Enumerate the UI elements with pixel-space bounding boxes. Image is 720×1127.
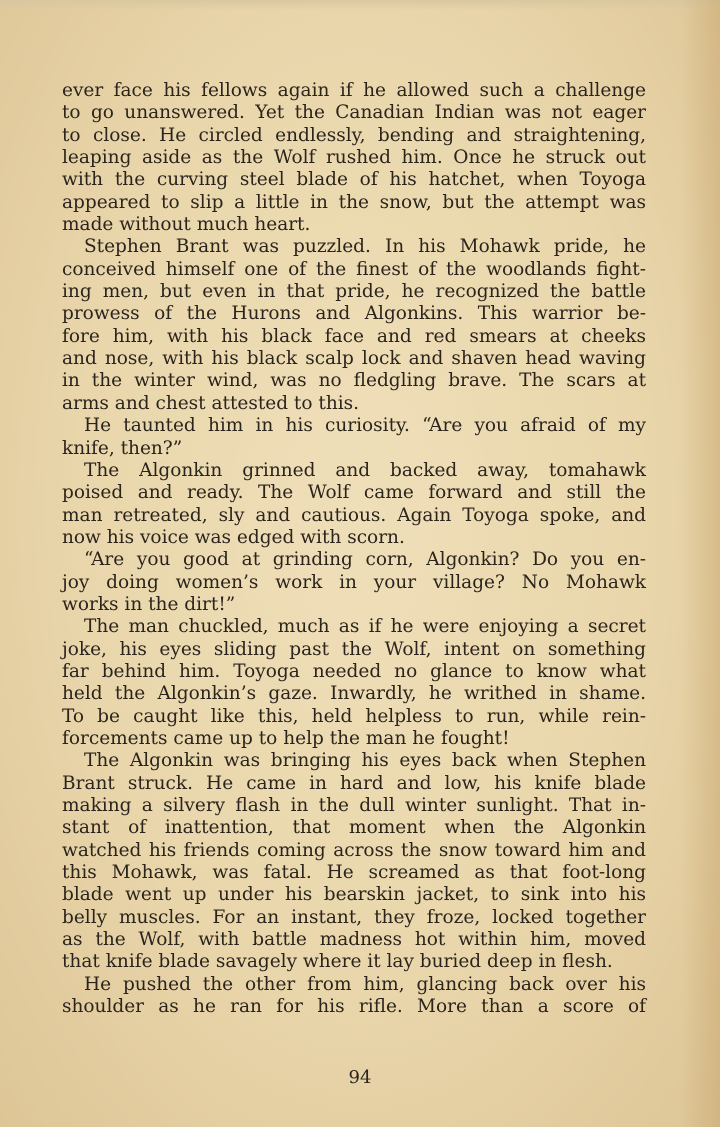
text-line: as the Wolf, with battle madness hot within him, moved [62, 929, 646, 951]
text-line: watched his friends coming across the snow toward him and [62, 839, 646, 861]
text-line: held the Algonkin’s gaze. Inwardly, he writhed in shame. [62, 683, 646, 705]
text-line: arms and chest attested to this. [62, 392, 360, 414]
text-line: stant of inattention, that moment when the Algonkin [62, 817, 646, 839]
body-text [62, 80, 646, 1018]
text-line: Stephen Brant was puzzled. In his Mohawk pride, he [84, 236, 646, 258]
text-line: to close. He circled endlessly, bending and straightening, [62, 124, 646, 146]
text-line: The Algonkin grinned and backed away, tomahawk [84, 459, 646, 481]
text-line: To be caught like this, held helpless to run, while rein- [62, 705, 646, 727]
text-line: The Algonkin was bringing his eyes back when Stephen [84, 750, 646, 772]
text-line: shoulder as he ran for his rifle. More than a score of [62, 996, 646, 1018]
text-line: making a silvery flash in the dull winter sunlight. That in- [62, 795, 646, 816]
text-line: and nose, with his black scalp lock and shaven head waving [62, 348, 646, 370]
text-line: conceived himself one of the finest of the woodlands fight- [62, 258, 646, 280]
text-line: He taunted him in his curiosity. “Are you afraid of my [84, 415, 646, 437]
text-line: fore him, with his black face and red smears at cheeks [62, 325, 646, 347]
text-line: blade went up under his bearskin jacket, to sink into his [62, 884, 646, 906]
text-line: ing men, but even in that pride, he recognized the battle [62, 281, 646, 303]
text-line: joy doing women’s work in your village? No Mohawk [62, 571, 646, 593]
text-line: made without much heart. [62, 214, 311, 236]
text-line: prowess of the Hurons and Algonkins. This warrior be- [62, 303, 646, 325]
text-line: appeared to slip a little in the snow, but the attempt was [62, 191, 646, 213]
text-line: Brant struck. He came in hard and low, his knife blade [62, 772, 646, 794]
text-line: forcements came up to help the man he fought! [62, 727, 510, 749]
text-line: “Are you good at grinding corn, Algonkin? Do you en- [84, 549, 646, 571]
text-line: knife, then?” [62, 437, 183, 459]
text-line: that knife blade savagely where it lay buried deep in flesh. [62, 951, 613, 973]
text-line: joke, his eyes sliding past the Wolf, intent on something [62, 638, 646, 660]
text-line: now his voice was edged with scorn. [62, 526, 405, 548]
text-line: ever face his fellows again if he allowed such a challenge [62, 80, 646, 101]
text-line: works in the dirt!” [62, 593, 236, 615]
text-line: in the winter wind, was no fledgling brave. The scars at [62, 370, 646, 392]
text-line: belly muscles. For an instant, they froze, locked together [62, 906, 646, 928]
text-line: He pushed the other from him, glancing back over his [84, 973, 646, 995]
text-line: The man chuckled, much as if he were enjoying a secret [84, 616, 646, 638]
text-line: with the curving steel blade of his hatchet, when Toyoga [62, 169, 646, 191]
text-line: leaping aside as the Wolf rushed him. Once he struck out [62, 147, 646, 169]
text-line: poised and ready. The Wolf came forward and still the [62, 482, 646, 504]
text-line: far behind him. Toyoga needed no glance to know what [62, 660, 646, 682]
page-number: 94 [348, 1067, 372, 1088]
text-line: this Mohawk, was fatal. He screamed as that foot-long [62, 862, 646, 884]
text-line: to go unanswered. Yet the Canadian Indian was not eager [62, 102, 646, 124]
text-line: man retreated, sly and cautious. Again Toyoga spoke, and [62, 504, 646, 526]
